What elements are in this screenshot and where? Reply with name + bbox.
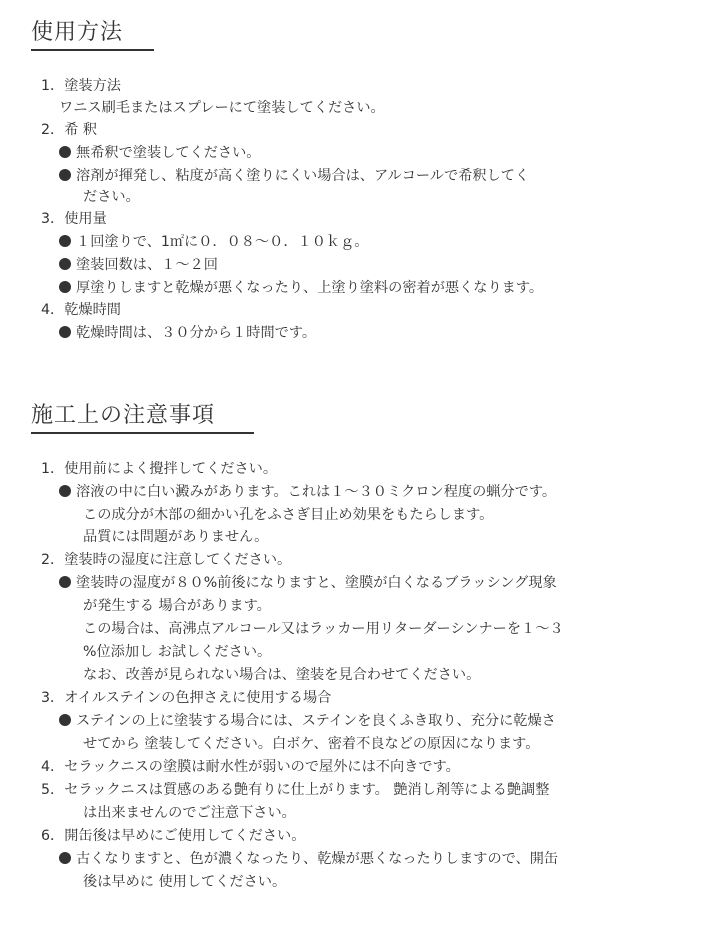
heading-underline (31, 432, 254, 434)
list-item: が発生する 場合があります。 (83, 598, 271, 614)
list-item: 1．使用前によく攪拌してください。 (41, 461, 278, 477)
list-item: この場合は、高沸点アルコール又はラッカー用リターダーシンナーを１～３ (83, 621, 564, 637)
section-heading-precautions: 施工上の注意事項 (31, 403, 216, 428)
list-item: 3．使用量 (41, 211, 107, 227)
list-item: 4．乾燥時間 (41, 302, 121, 318)
list-item: 5．セラックニスは質感のある艶有りに仕上がります。 艶消し剤等による艶調整 (41, 782, 550, 798)
list-item: １回塗りで、1㎡に０．０８～０．１０ｋｇ。 (59, 232, 369, 252)
list-item: 3．オイルステインの色押さえに使用する場合 (41, 690, 332, 706)
list-item: 2．塗装時の湿度に注意してください。 (41, 552, 292, 568)
bullet-icon (59, 714, 71, 726)
list-item: 溶剤が揮発し、粘度が高く塗りにくい場合は、アルコールで希釈してく (59, 166, 529, 186)
list-item: 4．セラックニスの塗膜は耐水性が弱いので屋外には不向きです。 (41, 759, 460, 775)
list-item: なお、改善が見られない場合は、塗装を見合わせてください。 (83, 667, 481, 683)
bullet-icon (59, 258, 71, 270)
bullet-icon (59, 146, 71, 158)
list-item: ステインの上に塗装する場合には、ステインを良くふき取り、充分に乾燥さ (59, 711, 556, 731)
list-item: 塗装回数は、１～２回 (59, 255, 218, 275)
bullet-icon (59, 485, 71, 497)
list-item: 品質には問題がありません。 (83, 529, 269, 545)
bullet-icon (59, 235, 71, 247)
list-item: 6．開缶後は早めにご使用してください。 (41, 828, 306, 844)
list-item: 後は早めに 使用してください。 (83, 874, 287, 890)
list-item: ワニス刷毛またはスプレーにて塗装してください。 (59, 100, 385, 116)
bullet-icon (59, 281, 71, 293)
list-item: %位添加し お試しください。 (83, 644, 272, 660)
section-heading-usage: 使用方法 (31, 20, 124, 45)
bullet-icon (59, 169, 71, 181)
bullet-icon (59, 852, 71, 864)
list-item: 厚塗りしますと乾燥が悪くなったり、上塗り塗料の密着が悪くなります。 (59, 278, 543, 298)
list-item: 無希釈で塗装してください。 (59, 143, 260, 163)
list-item: せてから 塗装してください。白ボケ、密着不良などの原因になります。 (83, 736, 540, 752)
list-item: ださい。 (83, 189, 140, 205)
list-item: 溶液の中に白い澱みがあります。これは１～３０ミクロン程度の蝋分です。 (59, 482, 556, 502)
list-item: 2．希 釈 (41, 122, 98, 138)
heading-underline (31, 49, 154, 51)
list-item: 古くなりますと、色が濃くなったり、乾燥が悪くなったりしますので、開缶 (59, 849, 558, 869)
bullet-icon (59, 576, 71, 588)
list-item: 乾燥時間は、３０分から１時間です。 (59, 323, 316, 343)
list-item: は出来ませんのでご注意下さい。 (83, 805, 296, 821)
list-item: 1．塗装方法 (41, 78, 121, 94)
list-item: この成分が木部の細かい孔をふさぎ目止め効果をもたらします。 (83, 507, 494, 523)
bullet-icon (59, 326, 71, 338)
list-item: 塗装時の湿度が８０%前後になりますと、塗膜が白くなるブラッシング現象 (59, 573, 557, 593)
